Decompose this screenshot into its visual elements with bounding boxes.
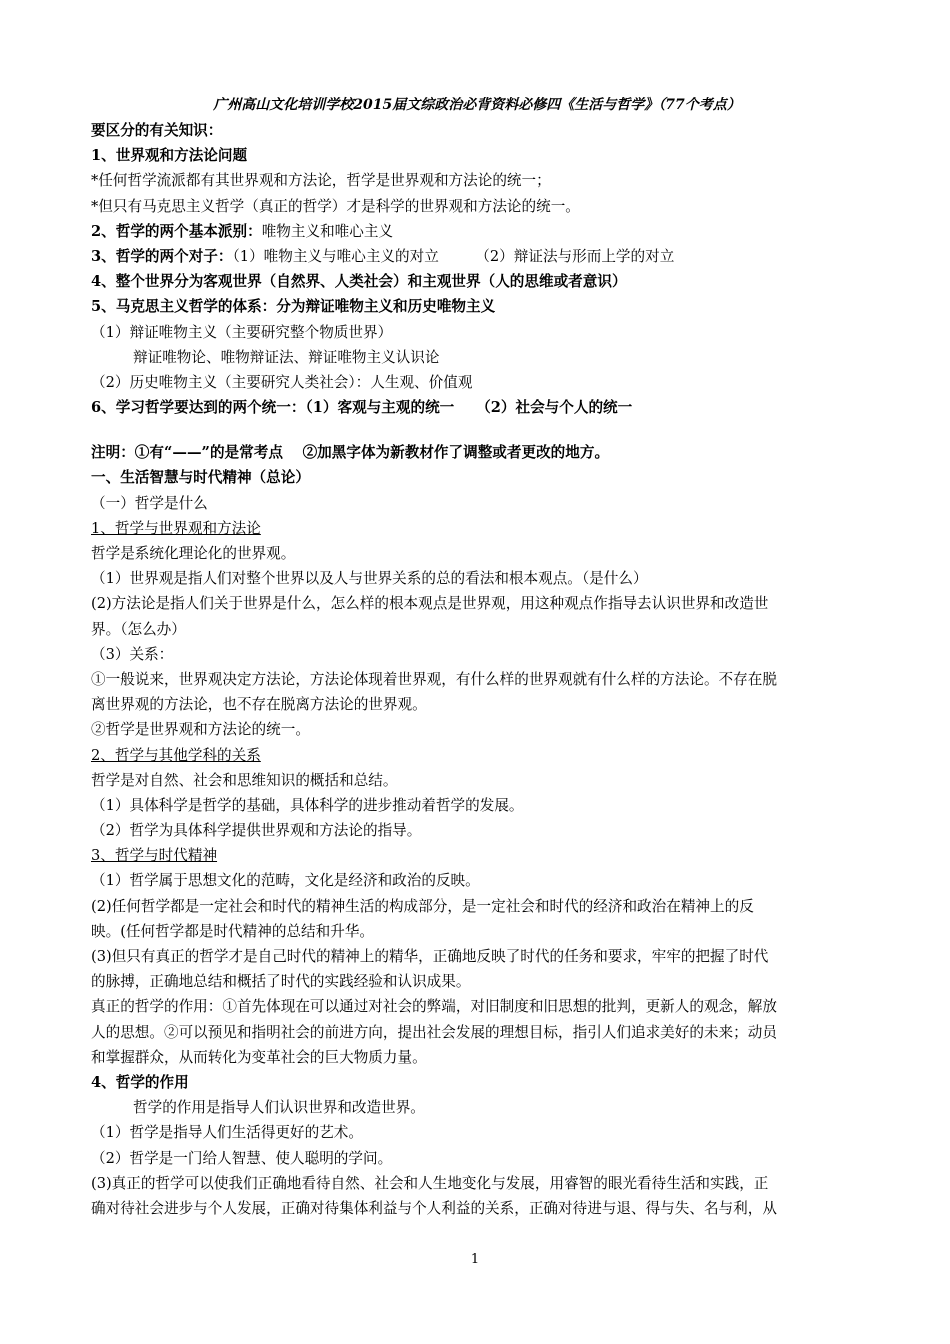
section-heading xyxy=(91,1070,863,1095)
line-text: （3）关系： xyxy=(91,645,174,663)
line-text: 4、哲学的作用 xyxy=(91,1073,189,1091)
text-line xyxy=(91,168,863,193)
line-text: *任何哲学流派都有其世界观和方法论，哲学是世界观和方法论的统一； xyxy=(91,172,551,190)
line-text: 哲学是对自然、社会和思维知识的概括和总结。 xyxy=(91,771,398,789)
line-text: (2)任何哲学都是一定社会和时代的精神生活的构成部分，是一定社会和时代的经济和政治在精神上的反 xyxy=(91,897,754,915)
line-text: （2）历史唯物主义（主要研究人类社会）：人生观、价值观 xyxy=(91,373,473,391)
text-line xyxy=(91,566,863,591)
text-line xyxy=(91,320,863,345)
line-text: 5、马克思主义哲学的体系：分为辩证唯物主义和历史唯物主义 xyxy=(91,298,496,316)
line-text: 1、哲学与世界观和方法论 xyxy=(91,519,261,537)
text-line xyxy=(91,894,863,919)
text-line xyxy=(91,194,863,219)
text-line xyxy=(91,1095,863,1120)
section-heading xyxy=(91,395,863,420)
line-text: 3、哲学与时代精神 xyxy=(91,847,218,865)
section-heading xyxy=(91,143,863,168)
line-text: 要区分的有关知识： xyxy=(91,122,223,139)
section-heading xyxy=(91,118,863,143)
line-text: (3)真正的哲学可以使我们正确地看待自然、社会和人生地变化与发展，用睿智的眼光看待生活和实践，正 xyxy=(91,1174,769,1192)
text-line xyxy=(91,969,863,994)
line-text: 确对待社会进步与个人发展，正确对待集体利益与个人利益的关系，正确对待进与退、得与失、名与利，从 xyxy=(91,1199,777,1217)
line-text: 映。(任何哲学都是时代精神的总结和升华。 xyxy=(91,922,374,940)
line-text: 和掌握群众，从而转化为变革社会的巨大物质力量。 xyxy=(91,1048,427,1066)
section-heading xyxy=(91,294,863,319)
text-line xyxy=(91,1146,863,1171)
text-line xyxy=(91,793,863,818)
text-line xyxy=(91,818,863,843)
line-text: ①一般说来，世界观决定方法论，方法论体现着世界观，有什么样的世界观就有什么样的方法论。不存在脱 xyxy=(91,670,777,688)
line-text: （1）世界观是指人们对整个世界以及人与世界关系的总的看法和根本观点。（是什么） xyxy=(91,570,648,588)
section-heading xyxy=(91,269,863,294)
line-text: 真正的哲学的作用：①首先体现在可以通过对社会的弊端，对旧制度和旧思想的批判，更新人的观念，解放 xyxy=(91,998,777,1016)
line-text: (3)但只有真正的哲学才是自己时代的精神上的精华，正确地反映了时代的任务和要求，牢牢的把握了时代 xyxy=(91,948,769,965)
line-text: （1）具体科学是哲学的基础，具体科学的进步推动着哲学的发展。 xyxy=(91,796,524,814)
line-text: （1）辩证唯物主义（主要研究整个物质世界） xyxy=(91,323,393,341)
text-line xyxy=(91,1045,863,1070)
line-text: 一、生活智慧与时代精神（总论） xyxy=(91,469,310,487)
document-title: 广州高山文化培训学校2015届文综政治必背资料必修四《生活与哲学》（77个考点） xyxy=(213,97,741,113)
text-line xyxy=(91,541,863,566)
text-line xyxy=(91,919,863,944)
line-text: 辩证唯物论、唯物辩证法、辩证唯物主义认识论 xyxy=(133,348,440,366)
page-number: 1 xyxy=(470,1252,480,1267)
text-line xyxy=(91,642,863,667)
text-line xyxy=(91,717,863,742)
line-text: *但只有马克思主义哲学（真正的哲学）才是科学的世界观和方法论的统一。 xyxy=(91,197,580,215)
line-text: （2）哲学为具体科学提供世界观和方法论的指导。 xyxy=(91,822,422,840)
section-heading xyxy=(91,244,863,269)
line-text: 4、整个世界分为客观世界（自然界、人类社会）和主观世界（人的思维或者意识） xyxy=(91,273,627,291)
line-text: （1）哲学属于思想文化的范畴，文化是经济和政治的反映。 xyxy=(91,872,480,890)
line-text: (2)方法论是指人们关于世界是什么，怎么样的根本观点是世界观，用这种观点作指导去认识世界和改造世 xyxy=(91,595,769,613)
text-line xyxy=(91,994,863,1019)
line-text: ②哲学是世界观和方法论的统一。 xyxy=(91,721,310,739)
text-line xyxy=(91,617,863,642)
text-line xyxy=(91,944,863,969)
text-line xyxy=(91,345,863,370)
section-heading xyxy=(91,843,863,868)
section-heading xyxy=(91,219,863,244)
text-line xyxy=(91,491,863,516)
document-body xyxy=(91,118,863,1221)
line-text: 离世界观的方法论，也不存在脱离方法论的世界观。 xyxy=(91,696,427,714)
text-line xyxy=(91,1196,863,1221)
text-line xyxy=(91,370,863,395)
text-line xyxy=(91,667,863,692)
line-text: 哲学的作用是指导人们认识世界和改造世界。 xyxy=(133,1099,425,1117)
line-text: 6、学习哲学要达到的两个统一：（1）客观与主观的统一 （2）社会与个人的统一 xyxy=(91,399,633,417)
line-text: 1、世界观和方法论问题 xyxy=(91,147,248,165)
line-text: （2）哲学是一门给人智慧、使人聪明的学问。 xyxy=(91,1149,393,1167)
line-text: 的脉搏，正确地总结和概括了时代的实践经验和认识成果。 xyxy=(91,973,471,991)
line-text: 3、哲学的两个对子： xyxy=(91,247,233,265)
line-text: 2、哲学与其他学科的关系 xyxy=(91,746,261,764)
text-line xyxy=(91,1020,863,1045)
text-line xyxy=(91,1120,863,1145)
section-heading xyxy=(91,465,863,490)
line-text: （一）哲学是什么 xyxy=(91,494,208,512)
line-text: 注明：①有“——”的是常考点 ②加黑字体为新教材作了调整或者更改的地方。 xyxy=(91,444,610,462)
text-line xyxy=(91,692,863,717)
section-heading xyxy=(91,516,863,541)
line-text-normal: （1）唯物主义与唯心主义的对立 （2）辩证法与形而上学的对立 xyxy=(232,247,675,265)
line-text-normal: 唯物主义和唯心主义 xyxy=(261,222,394,240)
text-line xyxy=(91,868,863,893)
line-text: 人的思想。②可以预见和指明社会的前进方向，提出社会发展的理想目标，指引人们追求美好的未来；动员 xyxy=(91,1023,777,1041)
line-text: （1）哲学是指导人们生活得更好的艺术。 xyxy=(91,1124,363,1142)
line-text: 界。（怎么办） xyxy=(91,620,186,638)
section-heading xyxy=(91,440,863,465)
line-text: 2、哲学的两个基本派别： xyxy=(91,222,262,240)
line-text: 哲学是系统化理论化的世界观。 xyxy=(91,545,296,562)
text-line xyxy=(91,768,863,793)
section-heading xyxy=(91,743,863,768)
text-line xyxy=(91,1171,863,1196)
document-page xyxy=(91,92,863,1221)
blank-line xyxy=(91,420,863,440)
text-line xyxy=(91,591,863,616)
